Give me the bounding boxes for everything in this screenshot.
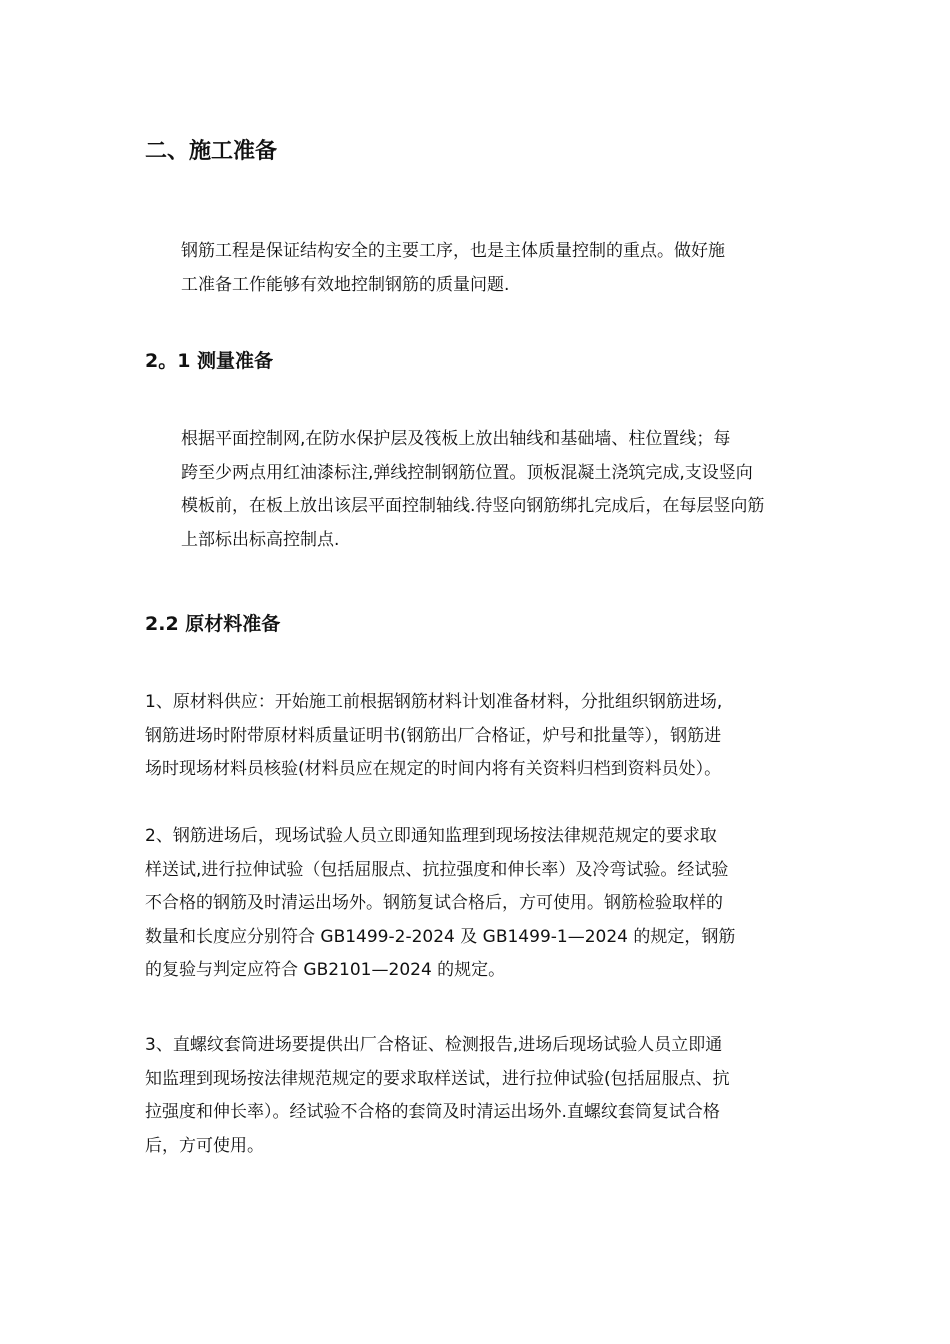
subsection-heading-survey: 2。1 测量准备 [145,350,274,372]
text-line: 场时现场材料员核验(材料员应在规定的时间内将有关资料归档到资料员处）。 [145,759,722,779]
text-line: 钢筋进场时附带原材料质量证明书(钢筋出厂合格证，炉号和批量等），钢筋进 [145,725,722,746]
text-line: 2、钢筋进场后，现场试验人员立即通知监理到现场按法律规范规定的要求取 [145,826,717,846]
text-line: 数量和长度应分别符合 GB1499-2-2024 及 GB1499-1—2024 的规定，钢筋 [145,926,736,947]
text-line: 1、原材料供应：开始施工前根据钢筋材料计划准备材料，分批组织钢筋进场, [145,692,723,712]
text-line: 知监理到现场按法律规范规定的要求取样送试，进行拉伸试验(包括屈服点、抗 [145,1068,730,1089]
materials-item-3 [145,1029,807,1163]
text-line: 上部标出标高控制点. [181,529,340,550]
text-line: 钢筋工程是保证结构安全的主要工序，也是主体质量控制的重点。做好施 [181,241,725,261]
text-line: 样送试,进行拉伸试验（包括屈服点、抗拉强度和伸长率）及冷弯试验。经试验 [145,859,729,880]
subsection-heading-materials: 2.2 原材料准备 [145,613,281,635]
text-line: 后，方可使用。 [145,1135,264,1156]
section-title: 二、施工准备 [145,139,278,164]
survey-paragraph [145,423,807,557]
text-line: 工准备工作能够有效地控制钢筋的质量问题. [181,274,510,295]
materials-item-1 [145,686,807,787]
text-line: 跨至少两点用红油漆标注,弹线控制钢筋位置。顶板混凝土浇筑完成,支设竖向 [181,462,753,483]
text-line: 拉强度和伸长率）。经试验不合格的套筒及时清运出场外.直螺纹套筒复试合格 [145,1102,720,1122]
materials-item-2 [145,820,807,988]
text-line: 的复验与判定应符合 GB2101—2024 的规定。 [145,960,506,980]
text-line: 根据平面控制网,在防水保护层及筏板上放出轴线和基础墙、柱位置线；每 [181,429,731,449]
text-line: 模板前，在板上放出该层平面控制轴线.待竖向钢筋绑扎完成后，在每层竖向筋 [181,496,765,516]
text-line: 3、直螺纹套筒进场要提供出厂合格证、检测报告,进场后现场试验人员立即通 [145,1035,723,1055]
text-line: 不合格的钢筋及时清运出场外。钢筋复试合格后，方可使用。钢筋检验取样的 [145,893,723,913]
intro-paragraph [145,235,807,302]
